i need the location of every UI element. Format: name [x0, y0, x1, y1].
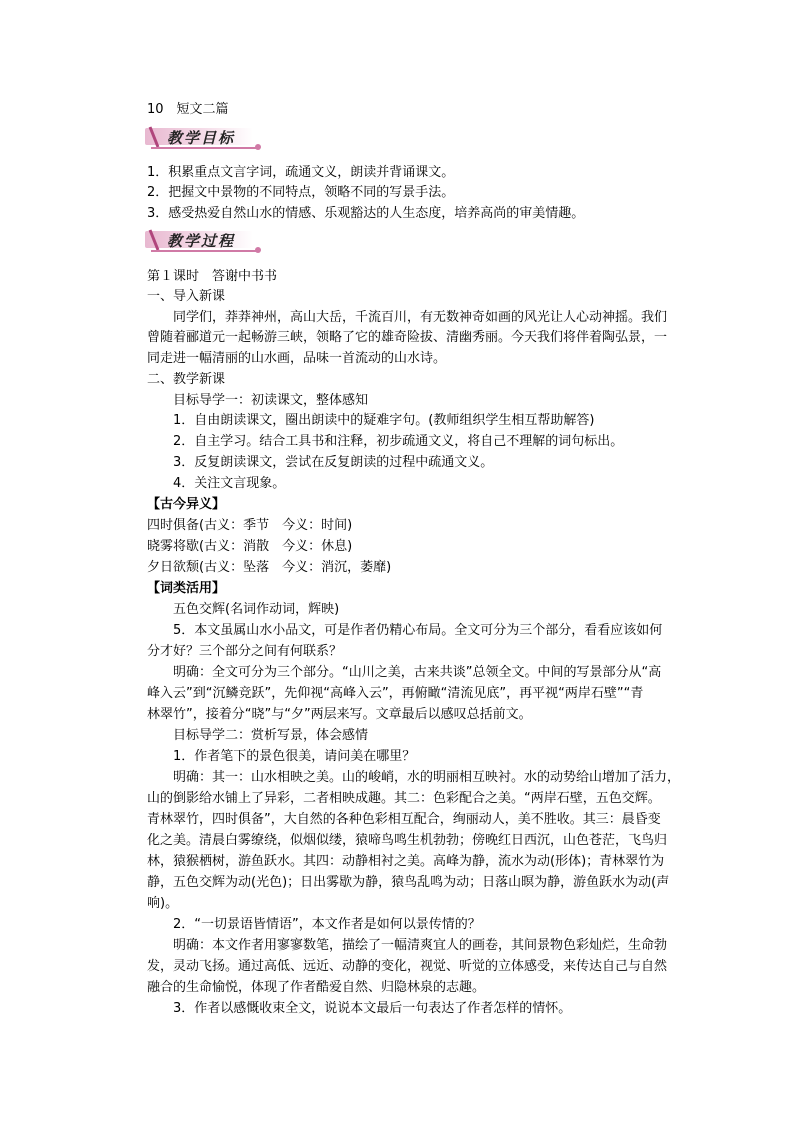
target-guide-title: 目标导学一：初读课文，整体感知	[173, 393, 369, 408]
section-title: 二、教学新课	[147, 372, 226, 387]
vocab-item: 五色交辉(名词作动词，辉映)	[173, 602, 340, 617]
list-item: 2．“一切景语皆情语”，本文作者是如何以景传情的？	[173, 917, 481, 932]
section-heading-goals	[145, 125, 261, 151]
category-label: 【古今异义】	[147, 497, 226, 512]
paragraph-line: 明确：本文作者用寥寥数笔，描绘了一幅清爽宜人的画卷，其间景物色彩灿烂，生命勃	[173, 938, 668, 953]
paragraph-line: 化之美。清晨白雾缭绕，似烟似缕，猿啼鸟鸣生机勃勃；傍晚红日西沉，山色苍茫，飞鸟归	[147, 833, 668, 848]
list-item: 2．自主学习。结合工具书和注释，初步疏通文义，将自己不理解的词句标出。	[173, 434, 624, 449]
goal-item: 1．积累重点文言字词，疏通文义，朗读并背诵课文。	[147, 165, 455, 180]
section-heading-text: 教学过程	[167, 232, 236, 250]
vocab-item: 四时俱备(古义：季节 今义：时间)	[147, 518, 353, 533]
goal-item: 3．感受热爱自然山水的情感、乐观豁达的人生态度，培养高尚的审美情趣。	[147, 206, 585, 221]
heading-underline	[151, 147, 259, 149]
paragraph-line: 林，猿猴栖树，游鱼跃水。其四：动静相衬之美。高峰为静，流水为动(形体)；青林翠竹为	[147, 854, 665, 869]
list-item: 4．关注文言现象。	[173, 476, 286, 491]
paragraph-line: 静，五色交辉为动(光色)；日出雾歇为静，猿鸟乱鸣为动；日落山暝为静，游鱼跃水为动(声	[147, 875, 670, 890]
slash-mark-icon	[147, 126, 161, 148]
paragraph-line: 青林翠竹，四时俱备”，大自然的各种色彩相互配合，绚丽动人，美不胜收。其三：晨昏变	[147, 812, 661, 827]
paragraph-line: 同学们，莽莽神州，高山大岳，千流百川，有无数神奇如画的风光让人心动神摇。我们	[173, 310, 668, 325]
paragraph-line: 发，灵动飞扬。通过高低、远近、动静的变化，视觉、听觉的立体感受，来传达自己与自然	[147, 959, 668, 974]
heading-dot-icon	[255, 144, 261, 150]
paragraph-line: 曾随着郦道元一起畅游三峡，领略了它的雄奇险拔、清幽秀丽。今天我们将伴着陶弘景，一	[147, 330, 668, 345]
list-item: 3．作者以感慨收束全文，说说本文最后一句表达了作者怎样的情怀。	[173, 1001, 572, 1016]
section-heading-text: 教学目标	[167, 129, 236, 147]
paragraph-line: 林翠竹”，接着分“晓”与“夕”两层来写。文章最后以感叹总括前文。	[147, 707, 532, 722]
section-heading-process	[145, 228, 261, 254]
paragraph-line: 5．本文虽属山水小品文，可是作者仍精心布局。全文可分为三个部分，看看应该如何	[173, 623, 663, 638]
goal-item: 2．把握文中景物的不同特点，领略不同的写景手法。	[147, 185, 455, 200]
vocab-item: 晓雾将歇(古义：消散 今义：休息)	[147, 539, 353, 554]
paragraph-line: 峰入云”到“沉鳞竞跃”，先仰视“高峰入云”，再俯瞰“清流见底”，再平视“两岸石壁”“青	[147, 686, 644, 701]
vocab-item: 夕日欲颓(古义：坠落 今义：消沉，萎靡)	[147, 560, 392, 575]
paragraph-line: 融合的生命愉悦，体现了作者酷爱自然、归隐林泉的志趣。	[147, 980, 486, 995]
list-item: 1．作者笔下的景色很美，请问美在哪里？	[173, 749, 416, 764]
target-guide-title: 目标导学二：赏析写景，体会感情	[173, 728, 369, 743]
heading-dot-icon	[255, 247, 261, 253]
paragraph-line: 明确：全文可分为三个部分。“山川之美，古来共谈”总领全文。中间的写景部分从“高	[173, 665, 662, 680]
paragraph-line: 明确：其一：山水相映之美。山的峻峭，水的明丽相互映衬。水的动势给山增加了活力，	[173, 770, 681, 785]
paragraph-line: 分才好？三个部分之间有何联系？	[147, 644, 343, 659]
paragraph-line: 同走进一幅清丽的山水画，品味一首流动的山水诗。	[147, 351, 447, 366]
list-item: 3．反复朗读课文，尝试在反复朗读的过程中疏通文义。	[173, 455, 494, 470]
paragraph-line: 山的倒影给水铺上了异彩，二者相映成趣。其二：色彩配合之美。“两岸石壁，五色交辉。	[147, 791, 661, 806]
lesson-period-title: 第１课时 答谢中书书	[147, 269, 278, 284]
list-item: 1．自由朗读课文，圈出朗读中的疑难字句。(教师组织学生相互帮助解答)	[173, 413, 595, 428]
slash-mark-icon	[147, 229, 161, 251]
paragraph-line: 响)。	[147, 896, 179, 911]
heading-underline	[151, 250, 259, 252]
section-title: 一、导入新课	[147, 289, 226, 304]
category-label: 【词类活用】	[147, 581, 226, 596]
lesson-title: 10 短文二篇	[147, 102, 229, 117]
